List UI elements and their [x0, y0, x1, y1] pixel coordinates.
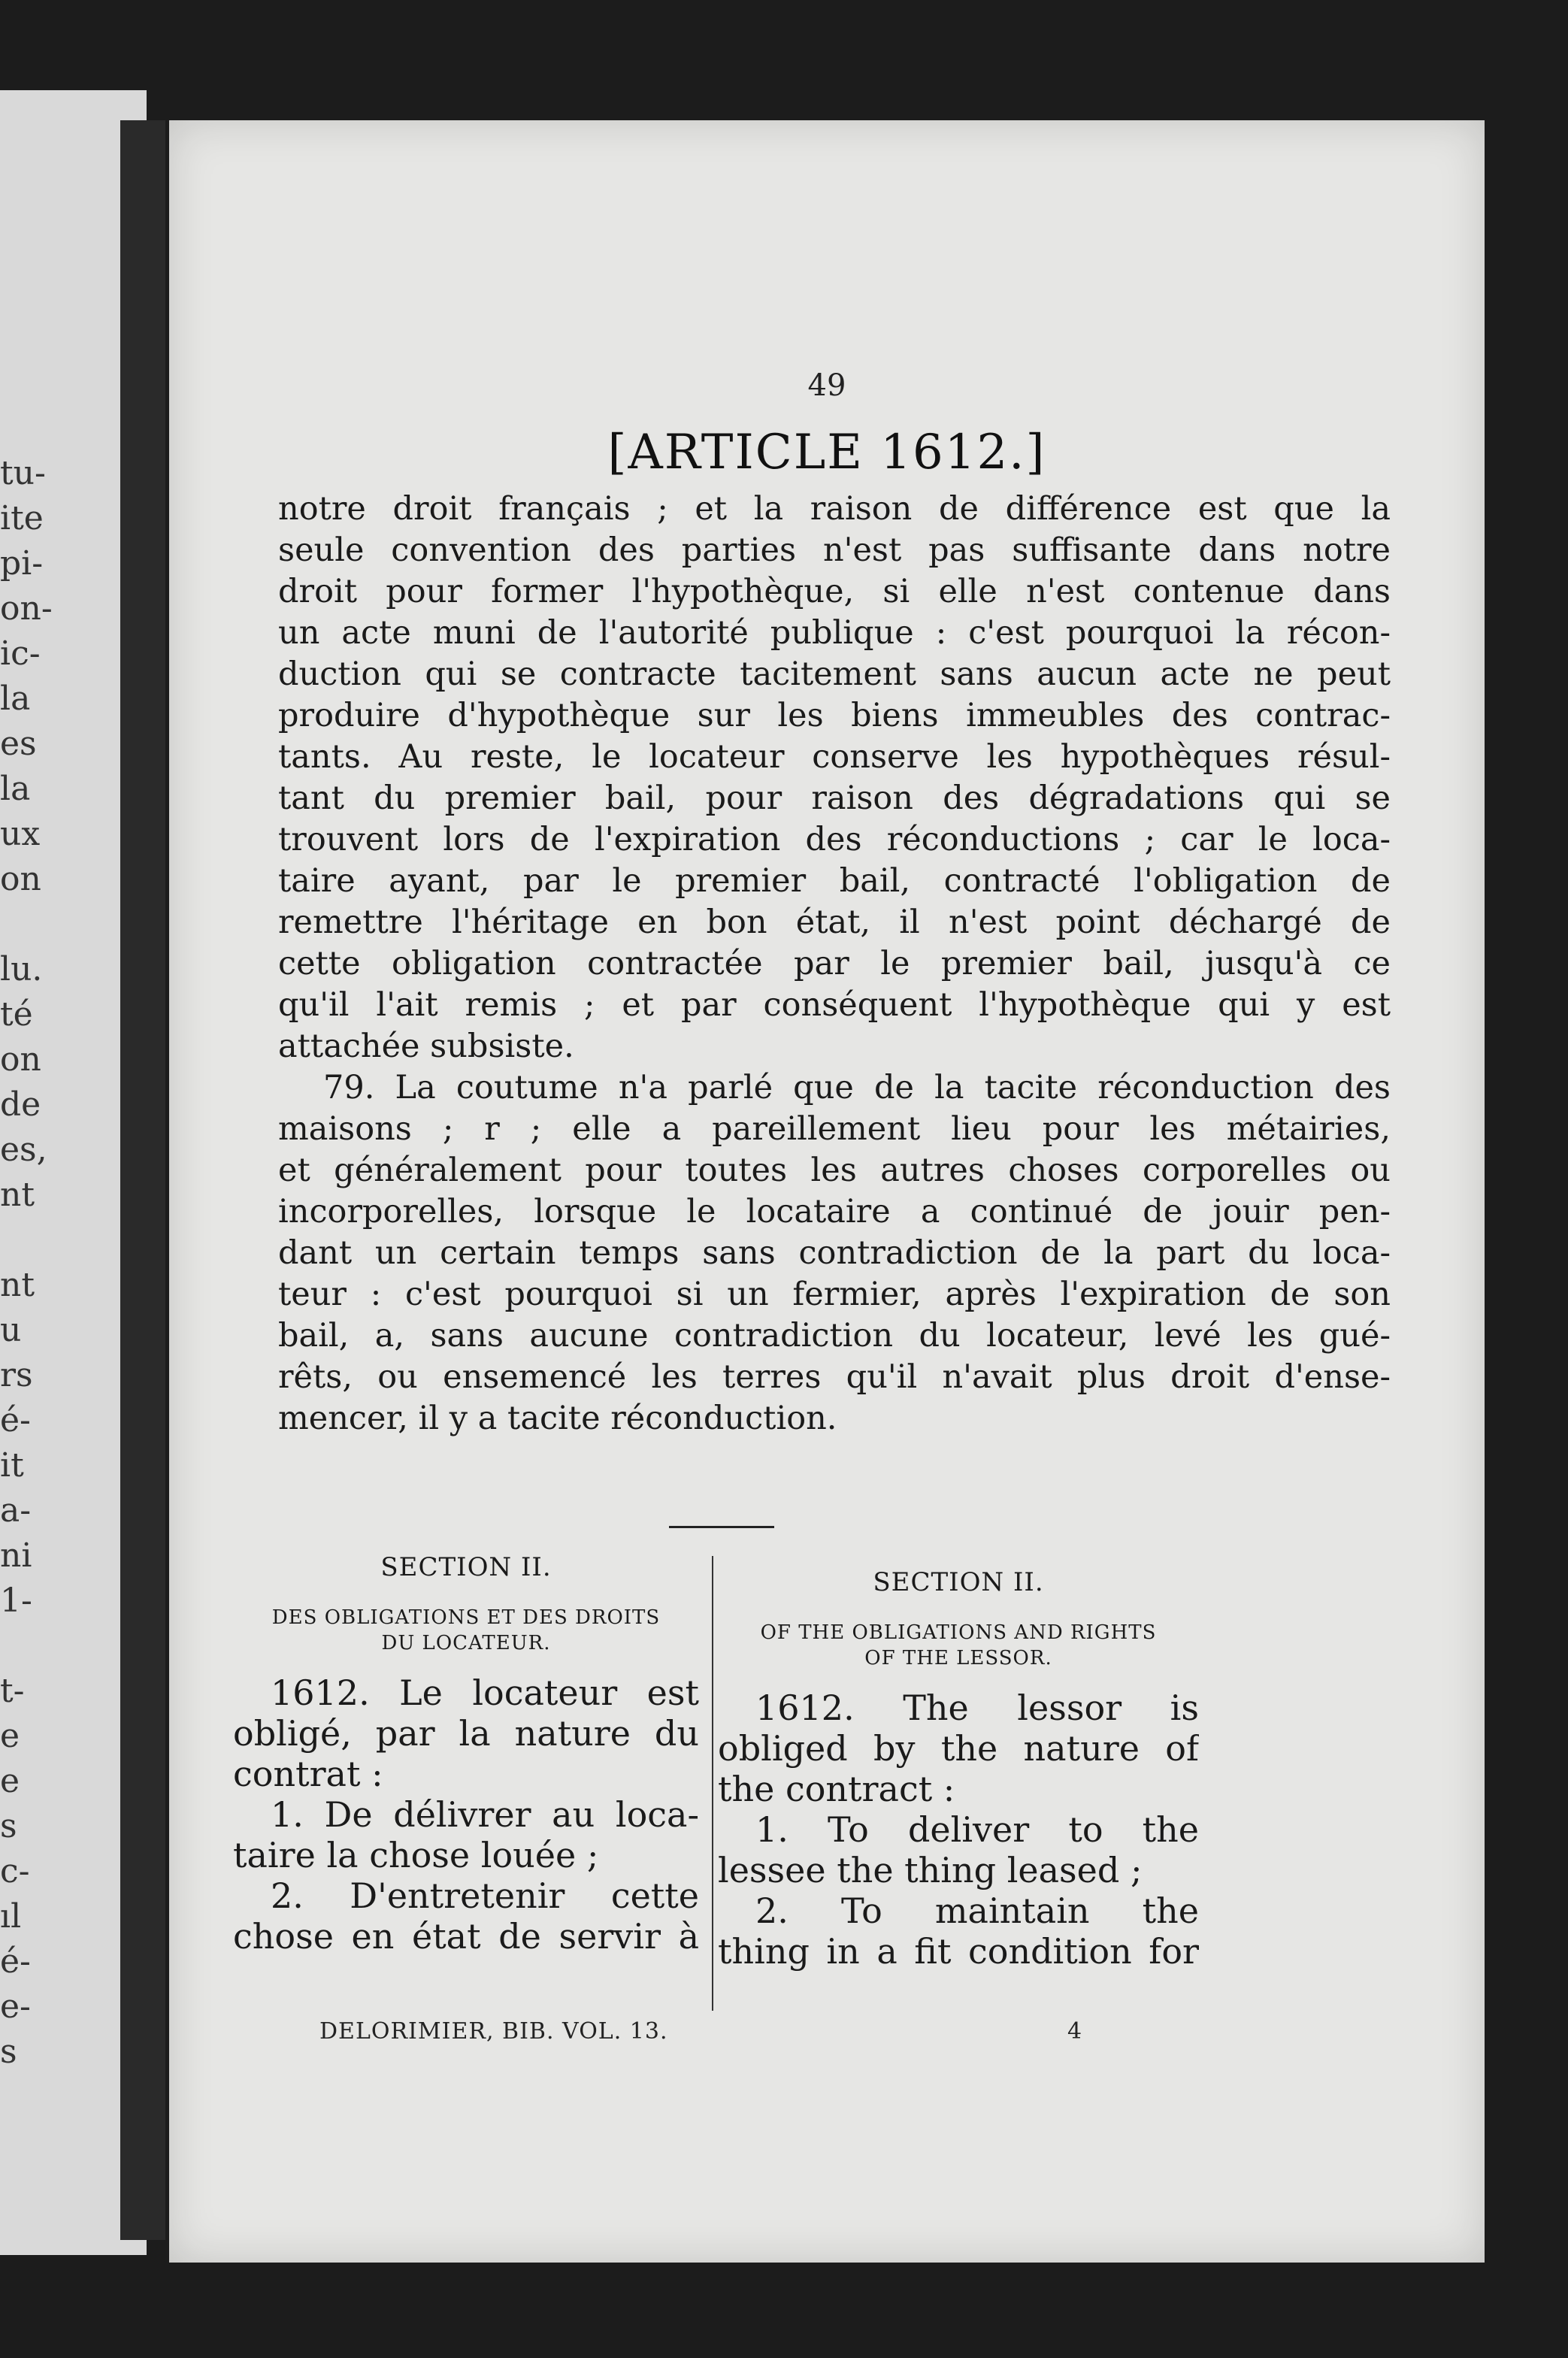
page: [169, 120, 1485, 2263]
previous-page-fragment: e-: [0, 1987, 31, 2026]
previous-page-fragment: ic-: [0, 634, 41, 673]
previous-page-fragment: pi-: [0, 544, 44, 583]
previous-page-fragment: c-: [0, 1852, 30, 1890]
footer-signature: DELORIMIER, BIB. VOL. 13.: [319, 2018, 668, 2045]
english-section-subtitle: [718, 1620, 1199, 1671]
previous-page-fragment: de: [0, 1085, 41, 1124]
body-text-line: incorporelles, lorsque le locataire a continué de jouir pen-: [278, 1193, 1391, 1230]
previous-page-fragment: té: [0, 995, 33, 1034]
body-text-line: tant du premier bail, pour raison des dégradations qui se: [278, 779, 1391, 817]
french-text-line: taire la chose louée ;: [233, 1835, 599, 1875]
body-text-line: 79. La coutume n'a parlé que de la tacite réconduction des: [323, 1069, 1391, 1106]
previous-page-fragment: lu.: [0, 950, 43, 988]
french-text-line: chose en état de servir à: [233, 1916, 699, 1957]
body-text-line: notre droit français ; et la raison de différence est que la: [278, 490, 1391, 528]
english-article-text: [718, 1688, 1199, 1972]
previous-page-fragment: nt: [0, 1266, 35, 1304]
previous-page-fragment: t-: [0, 1672, 25, 1710]
french-text-line: 2. D'entretenir cette: [271, 1875, 699, 1916]
body-text-line: tants. Au reste, le locateur conserve les hypothèques résul-: [278, 738, 1391, 776]
previous-page-fragment: 1-: [0, 1582, 32, 1620]
previous-page-text-fragments: [0, 451, 75, 2075]
body-text-line: mencer, il y a tacite réconduction.: [278, 1400, 837, 1437]
french-text-line: contrat :: [233, 1754, 383, 1794]
english-column: [718, 1552, 1199, 1972]
body-text-line: remettre l'héritage en bon état, il n'est point déchargé de: [278, 904, 1391, 941]
french-subtitle-line: DES OBLIGATIONS ET DES DROITS: [271, 1606, 661, 1629]
previous-page-fragment: ux: [0, 815, 41, 853]
previous-page-fragment: [0, 902, 75, 947]
previous-page-fragment: on-: [0, 589, 53, 628]
footer-sheet-number: 4: [1067, 2018, 1082, 2045]
french-text-line: 1612. Le locateur est: [271, 1672, 699, 1713]
previous-page-fragment: es,: [0, 1131, 47, 1169]
previous-page-fragment: la: [0, 680, 31, 718]
body-text-line: et généralement pour toutes les autres choses corporelles ou: [278, 1152, 1391, 1189]
body-text-line: qu'il l'ait remis ; et par conséquent l'hypothèque qui y est: [278, 986, 1391, 1024]
previous-page-fragment: s: [0, 2033, 17, 2071]
body-text-line: duction qui se contracte tacitement sans aucun acte ne peut: [278, 655, 1391, 693]
previous-page-fragment: u: [0, 1311, 22, 1349]
french-text-line: obligé, par la nature du: [233, 1713, 699, 1754]
book-gutter: [120, 120, 165, 2240]
english-subtitle-line: OF THE LESSOR.: [864, 1647, 1052, 1669]
french-section-heading: SECTION II.: [380, 1552, 552, 1582]
french-text-line: 1. De délivrer au loca-: [271, 1794, 699, 1835]
body-text-line: taire ayant, par le premier bail, contracté l'obligation de: [278, 862, 1391, 900]
body-text-line: droit pour former l'hypothèque, si elle n'est contenue dans: [278, 573, 1391, 610]
body-text-line: seule convention des parties n'est pas suffisante dans notre: [278, 531, 1391, 569]
body-text-line: maisons ; r ; elle a pareillement lieu pour les métairies,: [278, 1110, 1391, 1148]
previous-page-fragment: ni: [0, 1536, 32, 1575]
body-text-line: bail, a, sans aucune contradiction du locateur, levé les gué-: [278, 1317, 1391, 1355]
previous-page-fragment: [0, 1624, 75, 1669]
previous-page-fragment: on: [0, 860, 41, 898]
body-text-line: un acte muni de l'autorité publique : c'est pourquoi la récon-: [278, 614, 1391, 652]
body-text-line: cette obligation contractée par le premier bail, jusqu'à ce: [278, 945, 1391, 982]
english-text-line: obliged by the nature of: [718, 1728, 1199, 1769]
previous-page-fragment: rs: [0, 1356, 33, 1394]
page-number: 49: [807, 368, 846, 403]
french-section-subtitle: [233, 1605, 699, 1656]
english-text-line: 1612. The lessor is: [755, 1688, 1199, 1728]
previous-page-fragment: es: [0, 725, 37, 763]
english-text-line: lessee the thing leased ;: [718, 1850, 1143, 1890]
english-text-line: 2. To maintain the: [755, 1890, 1199, 1931]
previous-page-fragment: a-: [0, 1491, 32, 1530]
previous-page-fragment: e: [0, 1717, 20, 1755]
previous-page-fragment: nt: [0, 1176, 35, 1214]
previous-page-fragment: it: [0, 1446, 24, 1485]
french-subtitle-line: DU LOCATEUR.: [381, 1632, 551, 1654]
english-text-line: thing in a fit condition for: [718, 1931, 1199, 1972]
previous-page-fragment: é-: [0, 1942, 31, 1981]
english-section-heading: SECTION II.: [873, 1567, 1044, 1597]
previous-page-fragment: e: [0, 1762, 20, 1800]
previous-page-fragment: [0, 1218, 75, 1263]
french-column: [233, 1552, 699, 1957]
previous-page-fragment: ıl: [0, 1897, 22, 1936]
english-subtitle-line: OF THE OBLIGATIONS AND RIGHTS: [760, 1621, 1157, 1644]
previous-page-fragment: on: [0, 1040, 41, 1079]
body-text-line: produire d'hypothèque sur les biens immeubles des contrac-: [278, 697, 1391, 734]
body-text-line: attachée subsiste.: [278, 1028, 574, 1065]
english-text-line: 1. To deliver to the: [755, 1809, 1199, 1850]
previous-page-fragment: tu-: [0, 454, 46, 492]
column-divider: [712, 1556, 713, 2011]
previous-page-fragment: s: [0, 1807, 17, 1845]
french-article-text: [233, 1672, 699, 1957]
body-text-line: trouvent lors de l'expiration des réconductions ; car le loca-: [278, 821, 1391, 858]
previous-page-fragment: ite: [0, 499, 44, 537]
body-text-line: rêts, ou ensemencé les terres qu'il n'avait plus droit d'ense-: [278, 1358, 1391, 1396]
body-text-line: teur : c'est pourquoi si un fermier, après l'expiration de son: [278, 1276, 1391, 1313]
article-title: [ARTICLE 1612.]: [607, 425, 1046, 480]
body-text: [278, 489, 1391, 1439]
previous-page-fragment: é-: [0, 1401, 31, 1439]
body-text-line: dant un certain temps sans contradiction de la part du loca-: [278, 1234, 1391, 1272]
previous-page-fragment: la: [0, 770, 31, 808]
section-separator-rule: [669, 1526, 774, 1528]
english-text-line: the contract :: [718, 1769, 955, 1809]
